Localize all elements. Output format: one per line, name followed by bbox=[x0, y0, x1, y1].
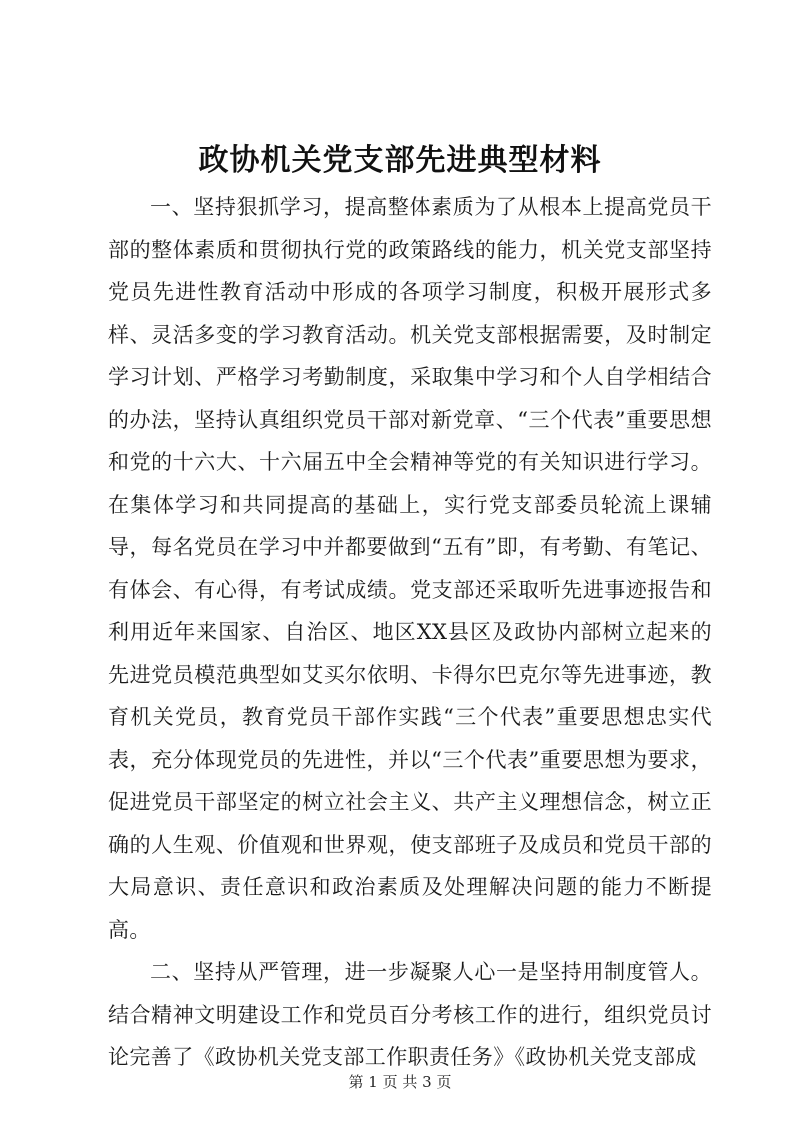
paragraph-study: 一、坚持狠抓学习，提高整体素质为了从根本上提高党员干部的整体素质和贯彻执行党的政策路线的能力，机关党支部坚持党员先进性教育活动中形成的各项学习制度，积极开展形式多样、灵活多变的学习教育活动。机关党支部根据需要，及时制定学习计划、严格学习考勤制度，采取集中学习和个人自学相结合的办法，坚持认真组织党员干部对新党章、“三个代表”重要思想和党的十六大、十六届五中全会精神等党的有关知识进行学习。在集体学习和共同提高的基础上，实行党支部委员轮流上课辅导，每名党员在学习中并都要做到“五有”即，有考勤、有笔记、有体会、有心得，有考试成绩。党支部还采取听先进事迹报告和利用近年来国家、自治区、地区XX县区及政协内部树立起来的先进党员模范典型如艾买尔依明、卡得尔巴克尔等先进事迹，教育机关党员，教育党员干部作实践“三个代表”重要思想忠实代表，充分体现党员的先进性，并以“三个代表”重要思想为要求，促进党员干部坚定的树立社会主义、共产主义理想信念，树立正确的人生观、价值观和世界观，使支部班子及成员和党员干部的大局意识、责任意识和政治素质及处理解决问题的能力不断提高。 bbox=[108, 195, 712, 942]
document-title: 政协机关党支部先进典型材料 bbox=[198, 143, 602, 178]
paragraph-management: 二、坚持从严管理，进一步凝聚人心一是坚持用制度管人。结合精神文明建设工作和党员百分考核工作的进行，组织党员讨论完善了《政协机关党支部工作职责任务》《政协机关党支部成 bbox=[108, 960, 712, 1069]
document-body bbox=[108, 186, 712, 1079]
page-number-footer: 第 1 页 共 3 页 bbox=[348, 1073, 452, 1091]
